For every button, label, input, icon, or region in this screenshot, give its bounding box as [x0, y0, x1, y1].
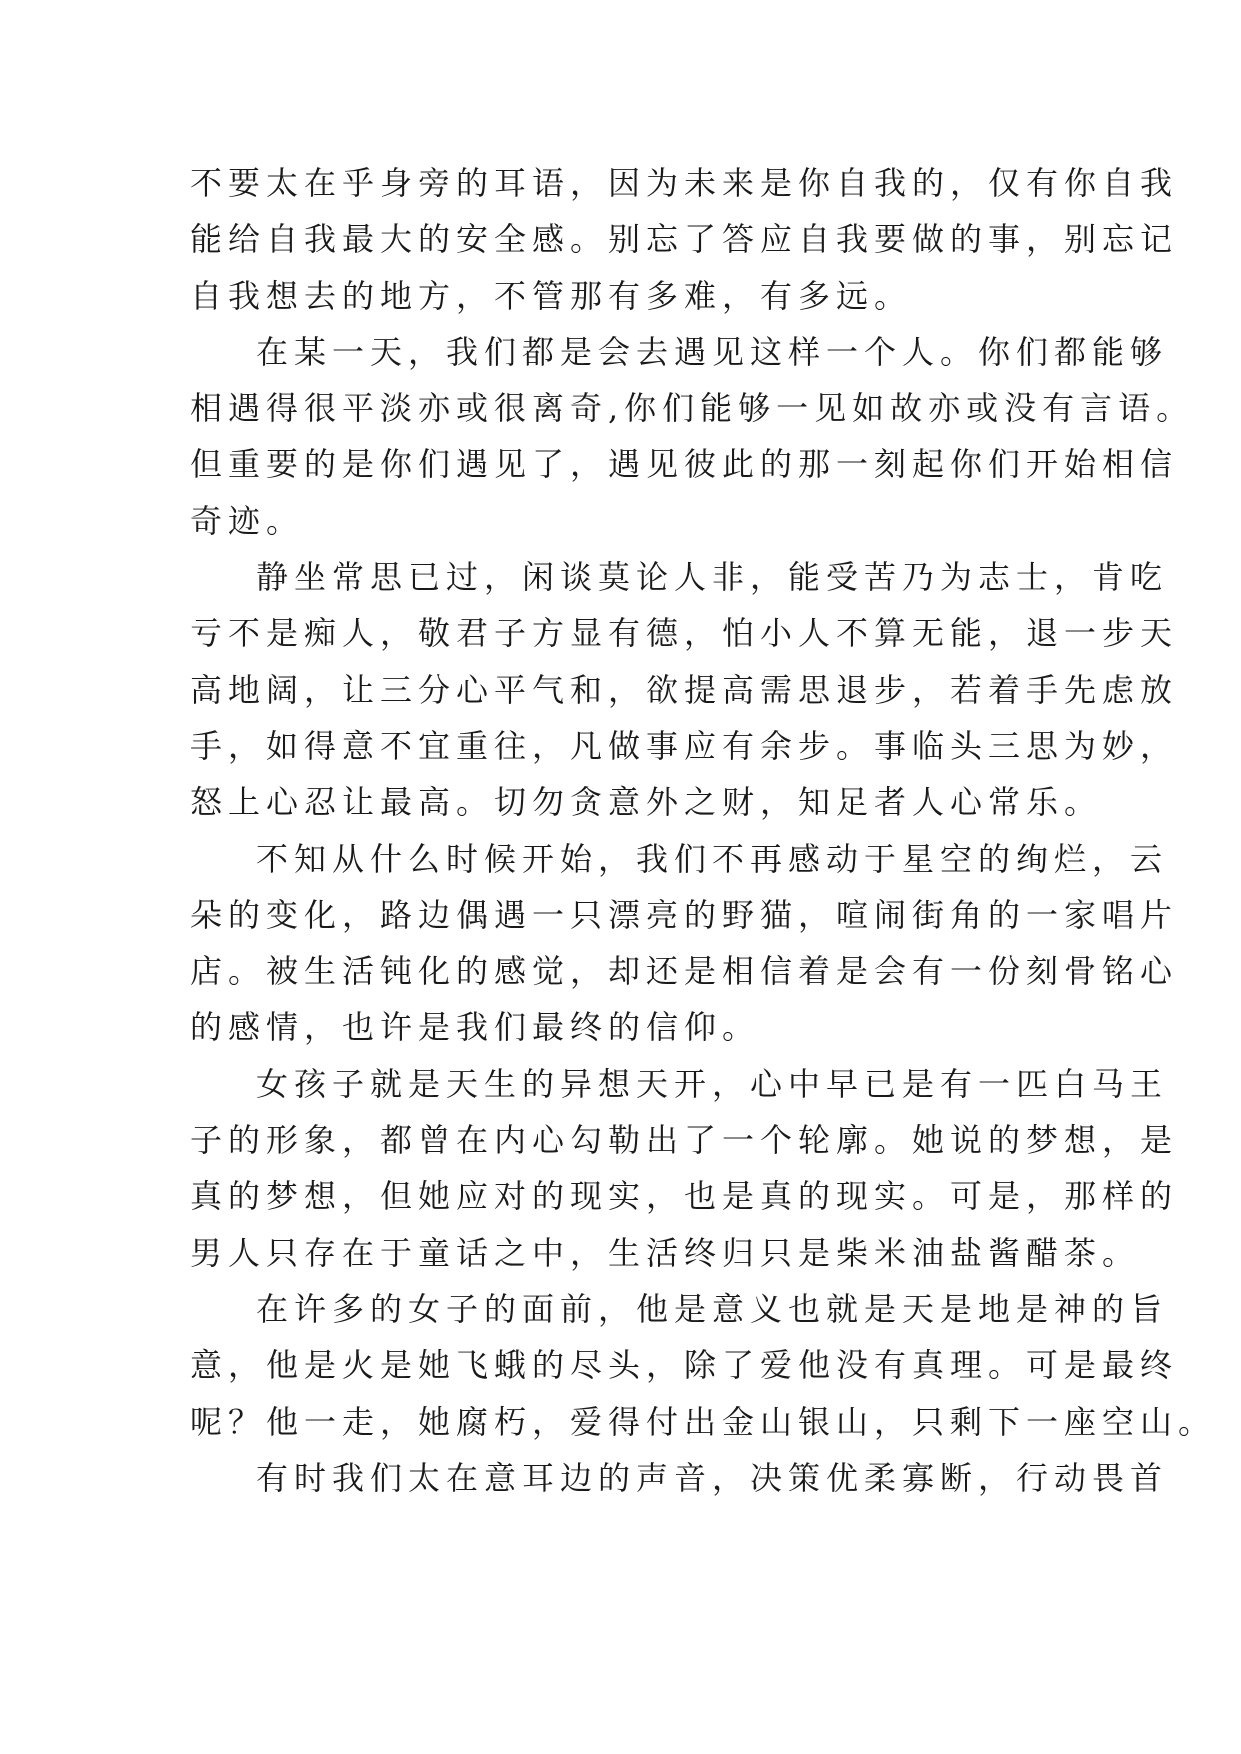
text-line: 子的形象，都曾在内心勾勒出了一个轮廓。她说的梦想，是 [190, 1121, 1179, 1160]
text-line: 店。被生活钝化的感觉，却还是相信着是会有一份刻骨铭心 [190, 952, 1179, 991]
text-line: 高地阔，让三分心平气和，欲提高需思退步，若着手先虑放 [190, 670, 1179, 709]
text-line: 亏不是痴人，敬君子方显有德，怕小人不算无能，退一步天 [190, 614, 1179, 653]
paragraph-first-line: 不知从什么时候开始，我们不再感动于星空的绚烂，云 [256, 839, 1169, 878]
paragraph-first-line: 在许多的女子的面前，他是意义也就是天是地是神的旨 [256, 1289, 1169, 1328]
paragraph-first-line: 女孩子就是天生的异想天开，心中早已是有一匹白马王 [256, 1064, 1169, 1103]
body-text [190, 155, 1217, 1506]
paragraph-first-line: 静坐常思已过，闲谈莫论人非，能受苦乃为志士，肯吃 [256, 558, 1169, 597]
text-line: 怒上心忍让最高。切勿贪意外之财，知足者人心常乐。 [190, 783, 1103, 822]
text-line: 自我想去的地方，不管那有多难，有多远。 [190, 276, 913, 315]
text-line: 不要太在乎身旁的耳语，因为未来是你自我的，仅有你自我 [190, 164, 1179, 202]
text-line: 的感情，也许是我们最终的信仰。 [190, 1008, 761, 1047]
text-line: 奇迹。 [190, 501, 305, 540]
text-line: 相遇得很平淡亦或很离奇,你们能够一见如故亦或没有言语。 [190, 389, 1195, 428]
text-line: 能给自我最大的安全感。别忘了答应自我要做的事，别忘记 [190, 220, 1179, 259]
text-line: 男人只存在于童话之中，生活终归只是柴米油盐酱醋茶。 [190, 1233, 1141, 1272]
text-line: 呢？他一走，她腐朽，爱得付出金山银山，只剩下一座空山。 [190, 1402, 1217, 1441]
paragraph-first-line: 有时我们太在意耳边的声音，决策优柔寡断，行动畏首 [256, 1458, 1169, 1497]
text-line: 但重要的是你们遇见了，遇见彼此的那一刻起你们开始相信 [190, 445, 1179, 484]
text-line: 朵的变化，路边偶遇一只漂亮的野猫，喧闹街角的一家唱片 [190, 895, 1179, 934]
paragraph-first-line: 在某一天，我们都是会去遇见这样一个人。你们都能够 [256, 332, 1169, 371]
text-line: 真的梦想，但她应对的现实，也是真的现实。可是，那样的 [190, 1177, 1179, 1216]
text-line: 意，他是火是她飞蛾的尽头，除了爱他没有真理。可是最终 [190, 1346, 1179, 1385]
text-line: 手，如得意不宜重往，凡做事应有余步。事临头三思为妙， [190, 726, 1179, 765]
